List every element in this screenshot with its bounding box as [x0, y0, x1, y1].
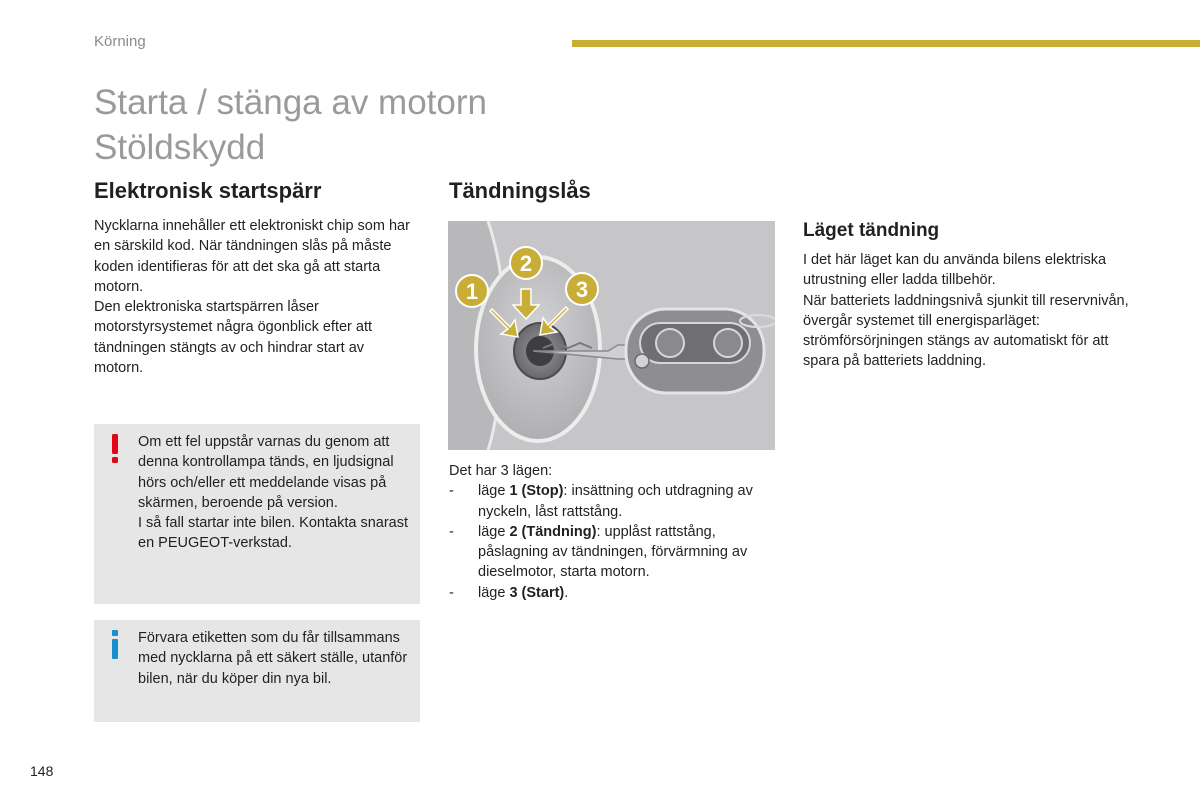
info-i-icon — [108, 630, 122, 665]
ignition-positions-text — [449, 461, 779, 603]
heading-ignition-switch: Tändningslås — [449, 178, 591, 203]
section-label: Körning — [94, 33, 146, 50]
warning-text — [138, 432, 416, 554]
page-title-line1: Starta / stänga av motorn — [94, 83, 487, 122]
immobiliser-paragraph-2: Den elektroniska startspärren låser motorstyrsystemet några ögonblick efter att tändningen stängts av och hindrar start av motorn. — [94, 299, 373, 377]
page-number: 148 — [30, 763, 54, 779]
positions-intro: Det har 3 lägen: — [449, 463, 553, 479]
position-1-label: 1 — [465, 279, 479, 304]
positions-list — [449, 481, 779, 603]
heading-electronic-immobiliser: Elektronisk startspärr — [94, 178, 322, 203]
position-3-label: 3 — [575, 277, 589, 302]
ignition-mode-text — [803, 250, 1133, 372]
warning-text-2: I så fall startar inte bilen. Kontakta snarast en PEUGEOT-verkstad. — [138, 515, 408, 552]
header-accent-bar — [572, 40, 1200, 47]
page-title — [94, 80, 487, 170]
immobiliser-paragraph-1: Nycklarna innehåller ett elektroniskt chip som har en särskild kod. När tändningen slås på måste koden identifieras för att det ska gå att starta motorn. — [94, 218, 410, 295]
warning-exclamation-icon — [108, 434, 122, 469]
warning-box — [94, 424, 420, 604]
ignition-mode-paragraph-1: I det här läget kan du använda bilens elektriska utrustning eller ladda tillbehör. — [803, 252, 1107, 289]
page-title-line2: Stöldskydd — [94, 128, 266, 167]
warning-text-1: Om ett fel uppstår varnas du genom att denna kontrollampa tänds, en ljudsignal hörs och/eller ett meddelande visas på skärmen, beroende på version. — [138, 434, 394, 511]
position-item: - läge 3 (Start). — [449, 583, 779, 603]
position-item: - läge 2 (Tändning): upplåst rattstång, påslagning av tändningen, förvärmning av dieselmotor, starta motorn. — [449, 522, 779, 583]
info-text: Förvara etiketten som du får tillsammans med nycklarna på ett säkert ställe, utanför bilen, när du köper din nya bil. — [138, 630, 408, 687]
heading-ignition-mode: Läget tändning — [803, 220, 940, 241]
info-box — [94, 620, 420, 722]
ignition-switch-illustration — [448, 221, 775, 450]
position-item: - läge 1 (Stop): insättning och utdragning av nyckeln, låst rattstång. — [449, 481, 779, 522]
ignition-mode-paragraph-2: När batteriets laddningsnivå sjunkit till reservnivån, övergår systemet till energisparläget: strömförsörjningen stängs av automatiskt för att spara på batteriets laddning. — [803, 292, 1129, 370]
position-2-label: 2 — [519, 251, 533, 276]
immobiliser-text — [94, 216, 414, 378]
